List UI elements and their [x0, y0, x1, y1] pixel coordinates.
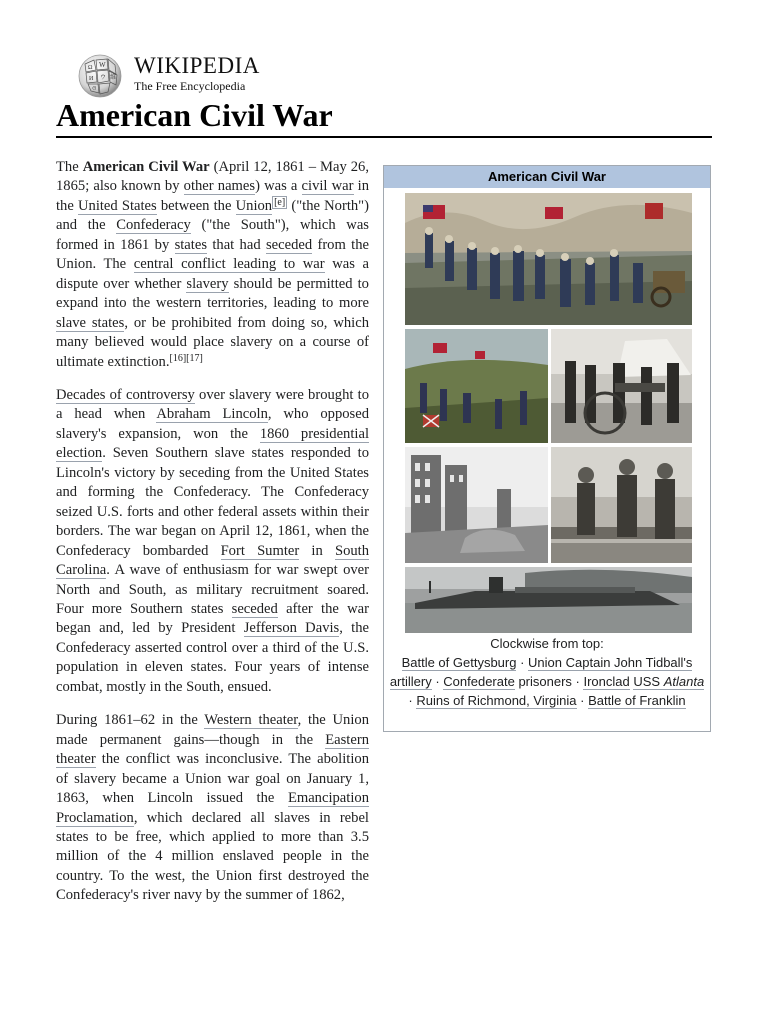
infobox	[383, 165, 711, 732]
text-run: between the	[156, 197, 236, 214]
text-run: from the Union. The	[56, 236, 369, 273]
wiki-link[interactable]: Eastern theater	[56, 731, 369, 768]
text-run: over slavery were brought to a head when	[56, 386, 369, 423]
wiki-link[interactable]: Jefferson Davis	[243, 620, 340, 637]
svg-text:ウ: ウ	[100, 75, 107, 81]
text-run: was a dispute over whether	[56, 256, 369, 292]
text-run: after the war began and, led by President	[56, 600, 369, 637]
text-run: prisoners ·	[514, 674, 584, 689]
text-run: Clockwise from top:	[490, 636, 604, 651]
svg-text:Ω: Ω	[88, 65, 93, 71]
wiki-link[interactable]: Union	[235, 197, 273, 214]
wiki-link[interactable]: Ironclad	[583, 674, 630, 689]
battle-of-gettysburg-image[interactable]	[405, 193, 692, 325]
infobox-caption	[388, 634, 706, 710]
wiki-link[interactable]: seceded	[265, 236, 313, 253]
text-run: , which declared all slaves in rebel states to be free, which applied to more than 3.5 million of the 4 million enslaved people in the country. To the west, the Union first destroyed the Confederacy's river navy by the summer of 1862,	[56, 809, 369, 904]
text-run: , the Confederacy asserted control over a third of the U.S. population in eleven states. Four years of intense combat, mostly in the South, ensued.	[56, 620, 369, 695]
text-run: , or be prohibited from doing so, which many believed would place slavery on a course of ultimate extinction.	[56, 314, 369, 370]
wiki-link[interactable]: states	[174, 236, 208, 253]
reference-label: [16][17]	[169, 352, 203, 364]
infobox-image-montage	[405, 193, 692, 633]
svg-text:維: 維	[110, 75, 117, 81]
text-run: (April 12, 1861 – May 26, 1865; also known by	[56, 159, 369, 195]
wiki-link[interactable]: Battle of Franklin	[588, 693, 686, 708]
wiki-link[interactable]: Fort Sumter	[220, 542, 300, 559]
wiki-link[interactable]: Ruins of Richmond, Virginia	[416, 693, 577, 708]
page-title: American Civil War	[56, 97, 333, 133]
wiki-link[interactable]: Atlanta	[663, 674, 705, 689]
infobox-title: American Civil War	[384, 166, 710, 188]
article-body	[56, 158, 369, 920]
reference-link[interactable]	[169, 353, 202, 364]
wiki-link[interactable]: other names	[183, 178, 256, 195]
article-paragraph	[56, 711, 369, 906]
wiki-link[interactable]: South Carolina	[56, 542, 370, 579]
wiki-link[interactable]: seceded	[231, 600, 278, 617]
text-run: in	[299, 542, 335, 559]
svg-text:W: W	[99, 61, 106, 69]
text-run: , who opposed slavery's expansion, won the	[56, 406, 369, 442]
text-run: . Seven Southern slave states responded to Lincoln's victory by seceding from the United States and forming the Confederacy. The Confederacy seized U.S. forts and other federal assets within their borders. The war began on April 12, 1861, when the Confederacy bombarded	[56, 445, 369, 559]
article-paragraph	[56, 386, 369, 697]
site-wordmark: WIKIPEDIA	[134, 53, 260, 78]
text-run: ·	[431, 674, 444, 689]
confederate-prisoners-image[interactable]	[551, 447, 692, 563]
text-run: ·	[408, 693, 417, 708]
site-tagline: The Free Encyclopedia	[134, 79, 246, 93]
text-run: should be permitted to expand into the western territories, leading to more	[56, 275, 369, 312]
text-run: During 1861–62 in the	[56, 712, 205, 729]
text-run: ("the South"), which was formed in 1861 by	[56, 217, 369, 253]
text-run: ·	[576, 693, 589, 708]
wiki-link[interactable]: civil war	[301, 178, 354, 195]
wiki-link[interactable]: Abraham Lincoln	[156, 406, 268, 423]
reference-label: [e]	[274, 196, 286, 208]
text-run: ) was a	[255, 178, 302, 195]
wiki-link[interactable]: Emancipation Proclamation	[56, 790, 369, 826]
wiki-link[interactable]: slave states	[56, 314, 125, 331]
wiki-link[interactable]: Confederacy	[116, 217, 191, 234]
wiki-link[interactable]: Decades of controversy	[56, 386, 195, 403]
union-artillery-image[interactable]	[551, 329, 692, 443]
wiki-link[interactable]: Union Captain John Tidball's artillery	[389, 655, 693, 689]
text-run: in the	[56, 178, 370, 214]
bold-term: American Civil War	[82, 159, 210, 175]
wiki-link[interactable]: Battle of Gettysburg	[401, 655, 517, 670]
text-run: . A wave of enthusiasm for war swept over North and South, as military recruitment soared. Four more Southern states	[56, 562, 369, 617]
site-brand[interactable]	[134, 53, 260, 93]
wiki-link[interactable]: 1860 presidential election	[56, 425, 369, 462]
wikipedia-globe-icon[interactable]	[74, 52, 126, 100]
wiki-link[interactable]: central conflict leading to war	[133, 256, 325, 273]
article-paragraph	[56, 158, 369, 372]
text-run: The	[56, 159, 83, 175]
wiki-link[interactable]: Western theater	[204, 712, 298, 729]
title-divider	[56, 136, 712, 138]
text-run: that had	[207, 236, 266, 253]
wiki-link[interactable]: United States	[77, 197, 157, 214]
wiki-link[interactable]: Confederate	[443, 674, 515, 689]
svg-text:И: И	[89, 76, 94, 82]
text-run: , the Union made permanent gains—though in the	[56, 712, 369, 748]
battle-of-franklin-image[interactable]	[405, 329, 548, 443]
uss-atlanta-image[interactable]	[405, 567, 692, 633]
text-run: the conflict was inconclusive. The abolition of slavery became a Union war goal on January 1, 1863, when Lincoln issued the	[56, 751, 369, 807]
svg-text:ও: ও	[92, 86, 97, 92]
text-run: ("the North") and the	[56, 197, 370, 234]
wiki-link[interactable]: USS	[633, 674, 664, 689]
wiki-link[interactable]: slavery	[186, 275, 229, 292]
text-run: ·	[516, 655, 529, 670]
reference-link[interactable]	[272, 196, 287, 209]
richmond-ruins-image[interactable]	[405, 447, 548, 563]
